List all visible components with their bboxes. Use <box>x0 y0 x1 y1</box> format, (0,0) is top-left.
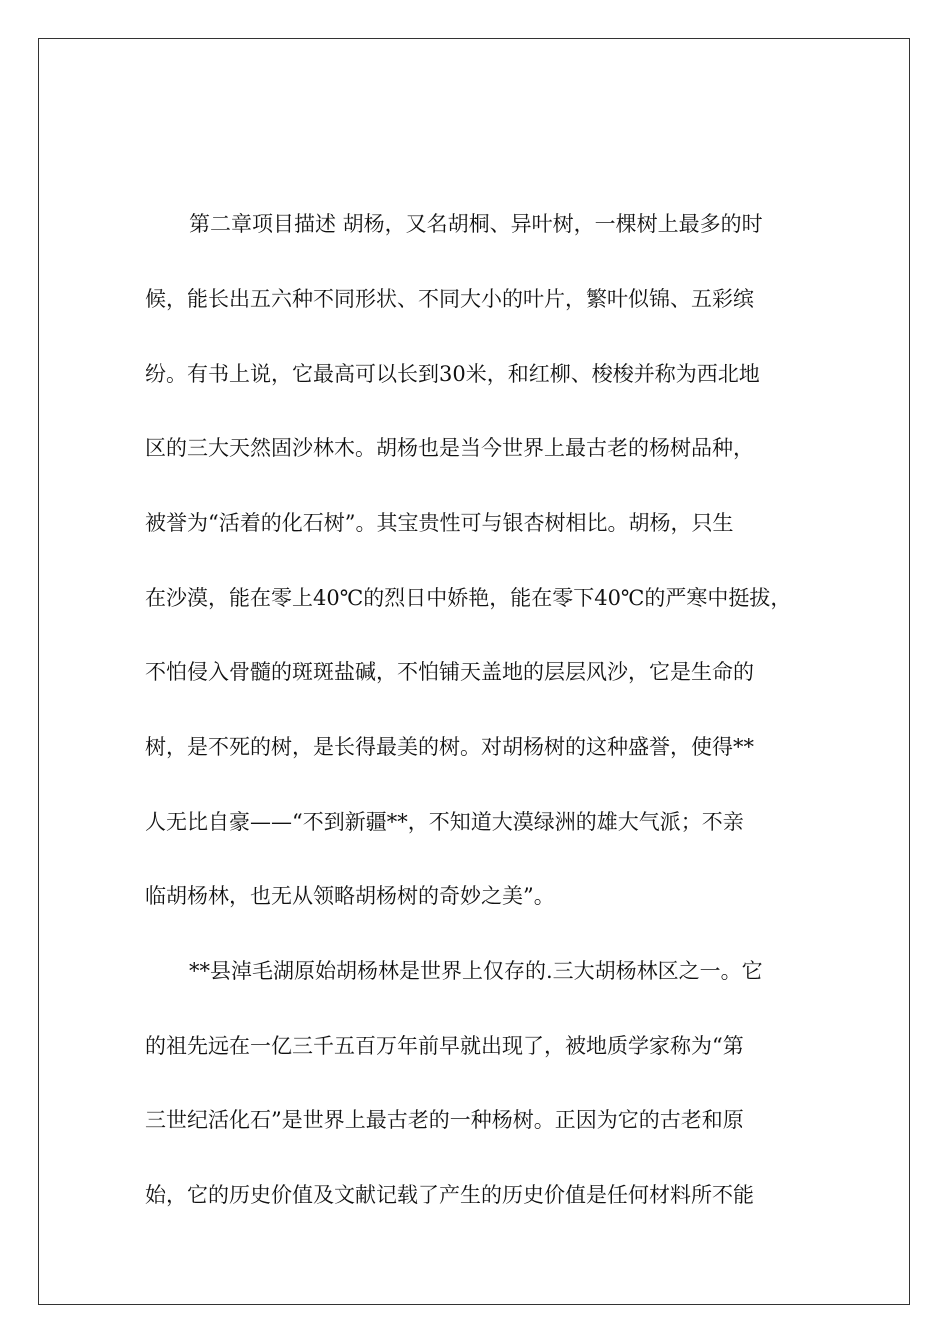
text-line: 临胡杨林，也无从领略胡杨树的奇妙之美”。 <box>145 884 555 908</box>
text-line: **县淖毛湖原始胡杨林是世界上仅存的.三大胡杨林区之一。它 <box>189 959 763 983</box>
text-line: 区的三大天然固沙林木。胡杨也是当今世界上最古老的杨树品种， <box>145 436 754 460</box>
text-line: 不怕侵入骨髓的斑斑盐碱，不怕铺天盖地的层层风沙，它是生命的 <box>145 660 754 684</box>
text-line: 始，它的历史价值及文献记载了产生的历史价值是任何材料所不能 <box>145 1183 754 1207</box>
text-line: 被誉为“活着的化石树”。其宝贵性可与银杏树相比。胡杨，只生 <box>145 511 734 535</box>
text-line: 纷。有书上说，它最高可以长到30米，和红柳、梭梭并称为西北地 <box>145 362 760 386</box>
text-line: 第二章项目描述 胡杨，又名胡桐、异叶树，一棵树上最多的时 <box>189 212 763 236</box>
text-line: 在沙漠，能在零上40℃的烈日中娇艳，能在零下40℃的严寒中挺拔， <box>145 586 792 610</box>
text-line: 三世纪活化石”是世界上最古老的一种杨树。正因为它的古老和原 <box>145 1108 744 1132</box>
text-line: 树，是不死的树，是长得最美的树。对胡杨树的这种盛誉，使得** <box>145 735 754 759</box>
text-line: 候，能长出五六种不同形状、不同大小的叶片，繁叶似锦、五彩缤 <box>145 287 754 311</box>
text-line: 的祖先远在一亿三千五百万年前早就出现了，被地质学家称为“第 <box>145 1034 744 1058</box>
text-line: 人无比自豪——“不到新疆**，不知道大漠绿洲的雄大气派；不亲 <box>145 810 744 834</box>
